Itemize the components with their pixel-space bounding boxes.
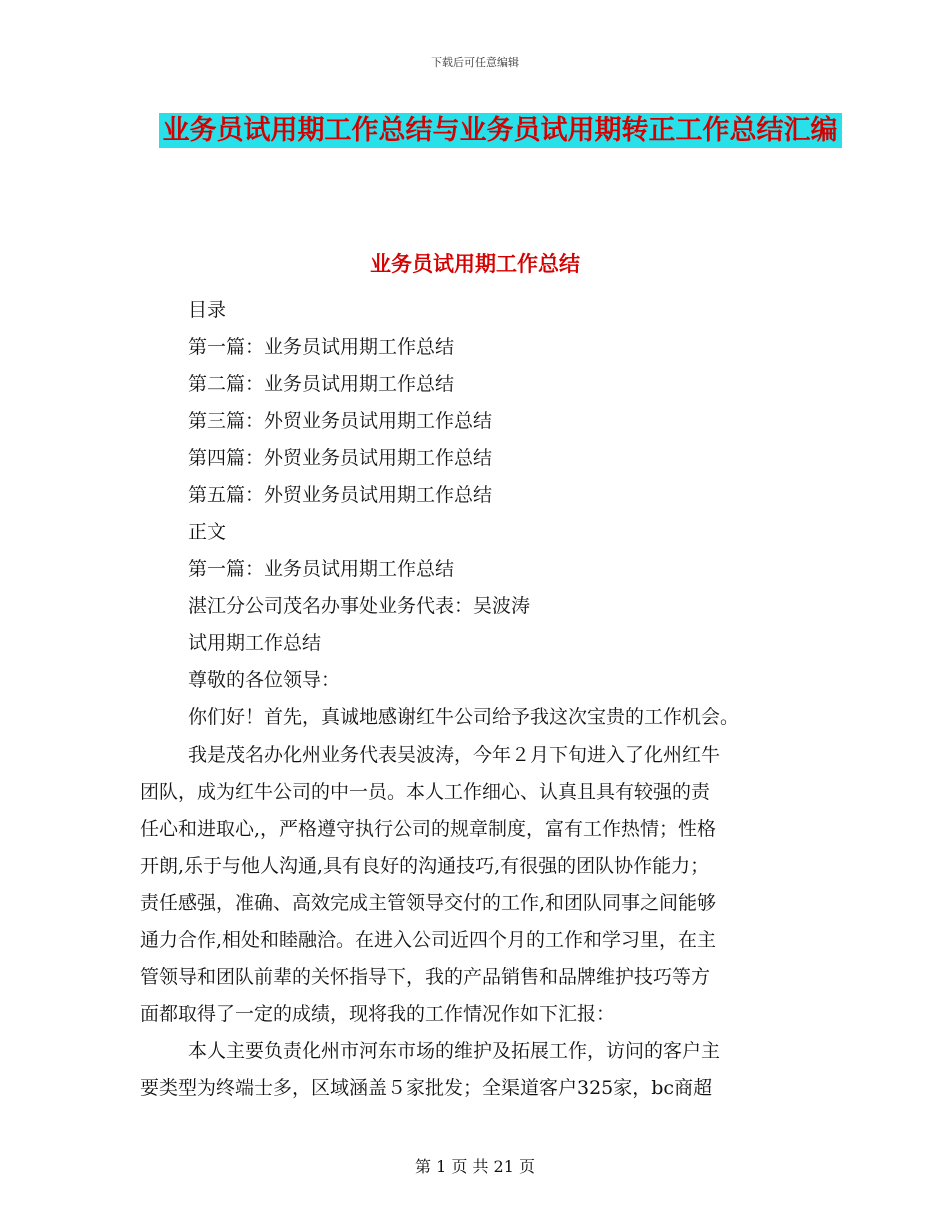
toc-item: 第四篇：外贸业务员试用期工作总结 <box>188 447 493 469</box>
toc-item: 第三篇：外贸业务员试用期工作总结 <box>188 410 493 432</box>
header-note: 下载后可任意编辑 <box>431 56 519 69</box>
paragraph-line: 通力合作,相处和睦融洽。在进入公司近四个月的工作和学习里，在主 <box>140 929 717 951</box>
toc-item: 第五篇：外贸业务员试用期工作总结 <box>188 484 493 506</box>
paragraph-line: 面都取得了一定的成绩，现将我的工作情况作如下汇报： <box>140 1003 616 1025</box>
chapter-title: 第一篇：业务员试用期工作总结 <box>188 558 455 580</box>
author-line: 湛江分公司茂名办事处业务代表：吴波涛 <box>188 595 531 617</box>
paragraph-line: 我是茂名办化州业务代表吴波涛，今年２月下旬进入了化州红牛 <box>188 744 721 766</box>
paragraph-line: 团队，成为红牛公司的中一员。本人工作细心、认真且具有较强的责 <box>140 781 711 803</box>
paragraph-line: 任心和进取心,，严格遵守执行公司的规章制度，富有工作热情；性格 <box>140 818 717 840</box>
body-heading: 正文 <box>188 521 227 543</box>
section-title: 业务员试用期工作总结 <box>370 252 580 276</box>
toc-heading: 目录 <box>188 299 227 321</box>
greeting-line: 你们好！首先，真诚地感谢红牛公司给予我这次宝贵的工作机会。 <box>188 706 740 728</box>
main-title <box>140 108 860 154</box>
paragraph-line: 管领导和团队前辈的关怀指导下，我的产品销售和品牌维护技巧等方 <box>140 966 711 988</box>
doc-title-line: 试用期工作总结 <box>188 632 322 654</box>
paragraph-line: 本人主要负责化州市河东市场的维护及拓展工作，访问的客户主 <box>188 1040 721 1062</box>
paragraph-line: 责任感强，准确、高效完成主管领导交付的工作,和团队同事之间能够 <box>140 892 717 914</box>
paragraph-line: 要类型为终端士多，区域涵盖５家批发；全渠道客户325家，bc商超 <box>140 1077 713 1099</box>
toc-item: 第二篇：业务员试用期工作总结 <box>188 373 455 395</box>
main-title-text: 业务员试用期工作总结与业务员试用期转正工作总结汇编 <box>159 113 842 148</box>
page-number: 第 1 页 共 21 页 <box>415 1157 535 1176</box>
salutation: 尊敬的各位领导： <box>188 669 341 691</box>
paragraph-line: 开朗,乐于与他人沟通,具有良好的沟通技巧,有很强的团队协作能力； <box>140 855 710 877</box>
toc-block <box>140 292 820 736</box>
toc-item: 第一篇：业务员试用期工作总结 <box>188 336 455 358</box>
body-text <box>140 737 820 1107</box>
